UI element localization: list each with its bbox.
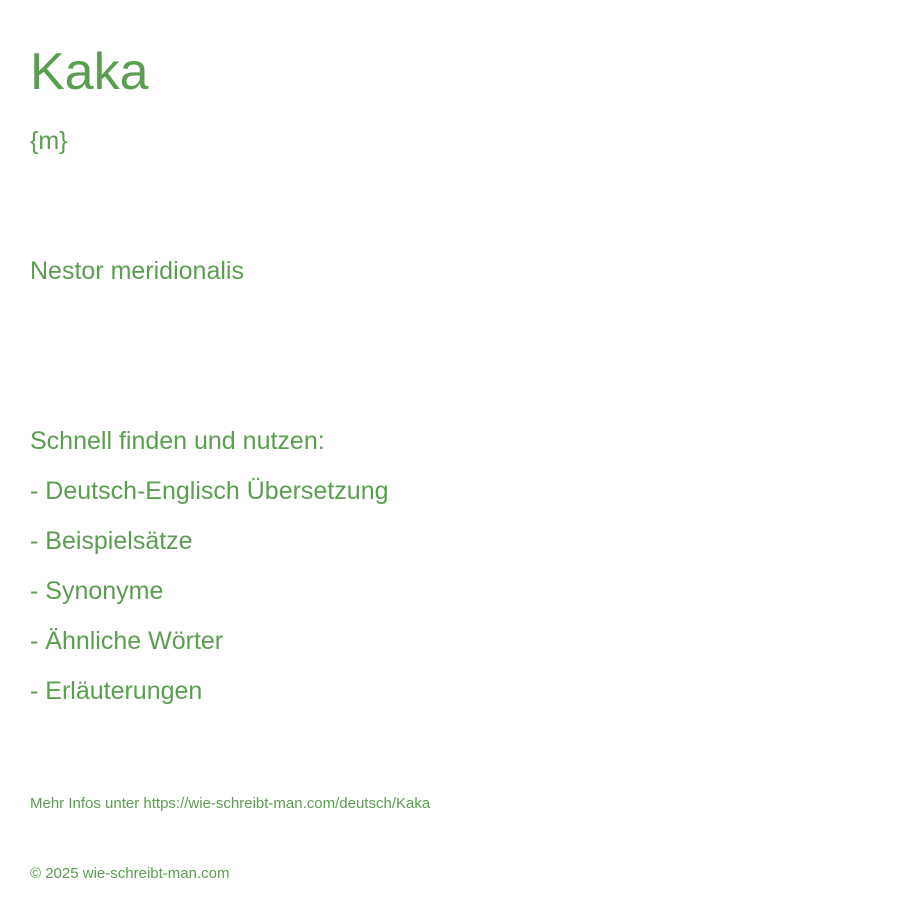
quick-link-translation: - Deutsch-Englisch Übersetzung xyxy=(30,477,389,505)
quick-links-list xyxy=(30,476,389,726)
translation-text: Nestor meridionalis xyxy=(30,257,244,285)
quick-link-example-sentences: - Beispielsätze xyxy=(30,527,193,555)
entry-word-title: Kaka xyxy=(30,43,149,101)
more-info-text: Mehr Infos unter https://wie-schreibt-man.com/deutsch/Kaka xyxy=(30,795,431,812)
gender-label: {m} xyxy=(30,127,68,155)
quick-links-heading: Schnell finden und nutzen: xyxy=(30,427,325,455)
quick-link-explanations: - Erläuterungen xyxy=(30,677,203,705)
copyright-text: © 2025 wie-schreibt-man.com xyxy=(30,865,230,882)
quick-link-synonyms: - Synonyme xyxy=(30,577,164,605)
quick-link-similar-words: - Ähnliche Wörter xyxy=(30,627,224,655)
